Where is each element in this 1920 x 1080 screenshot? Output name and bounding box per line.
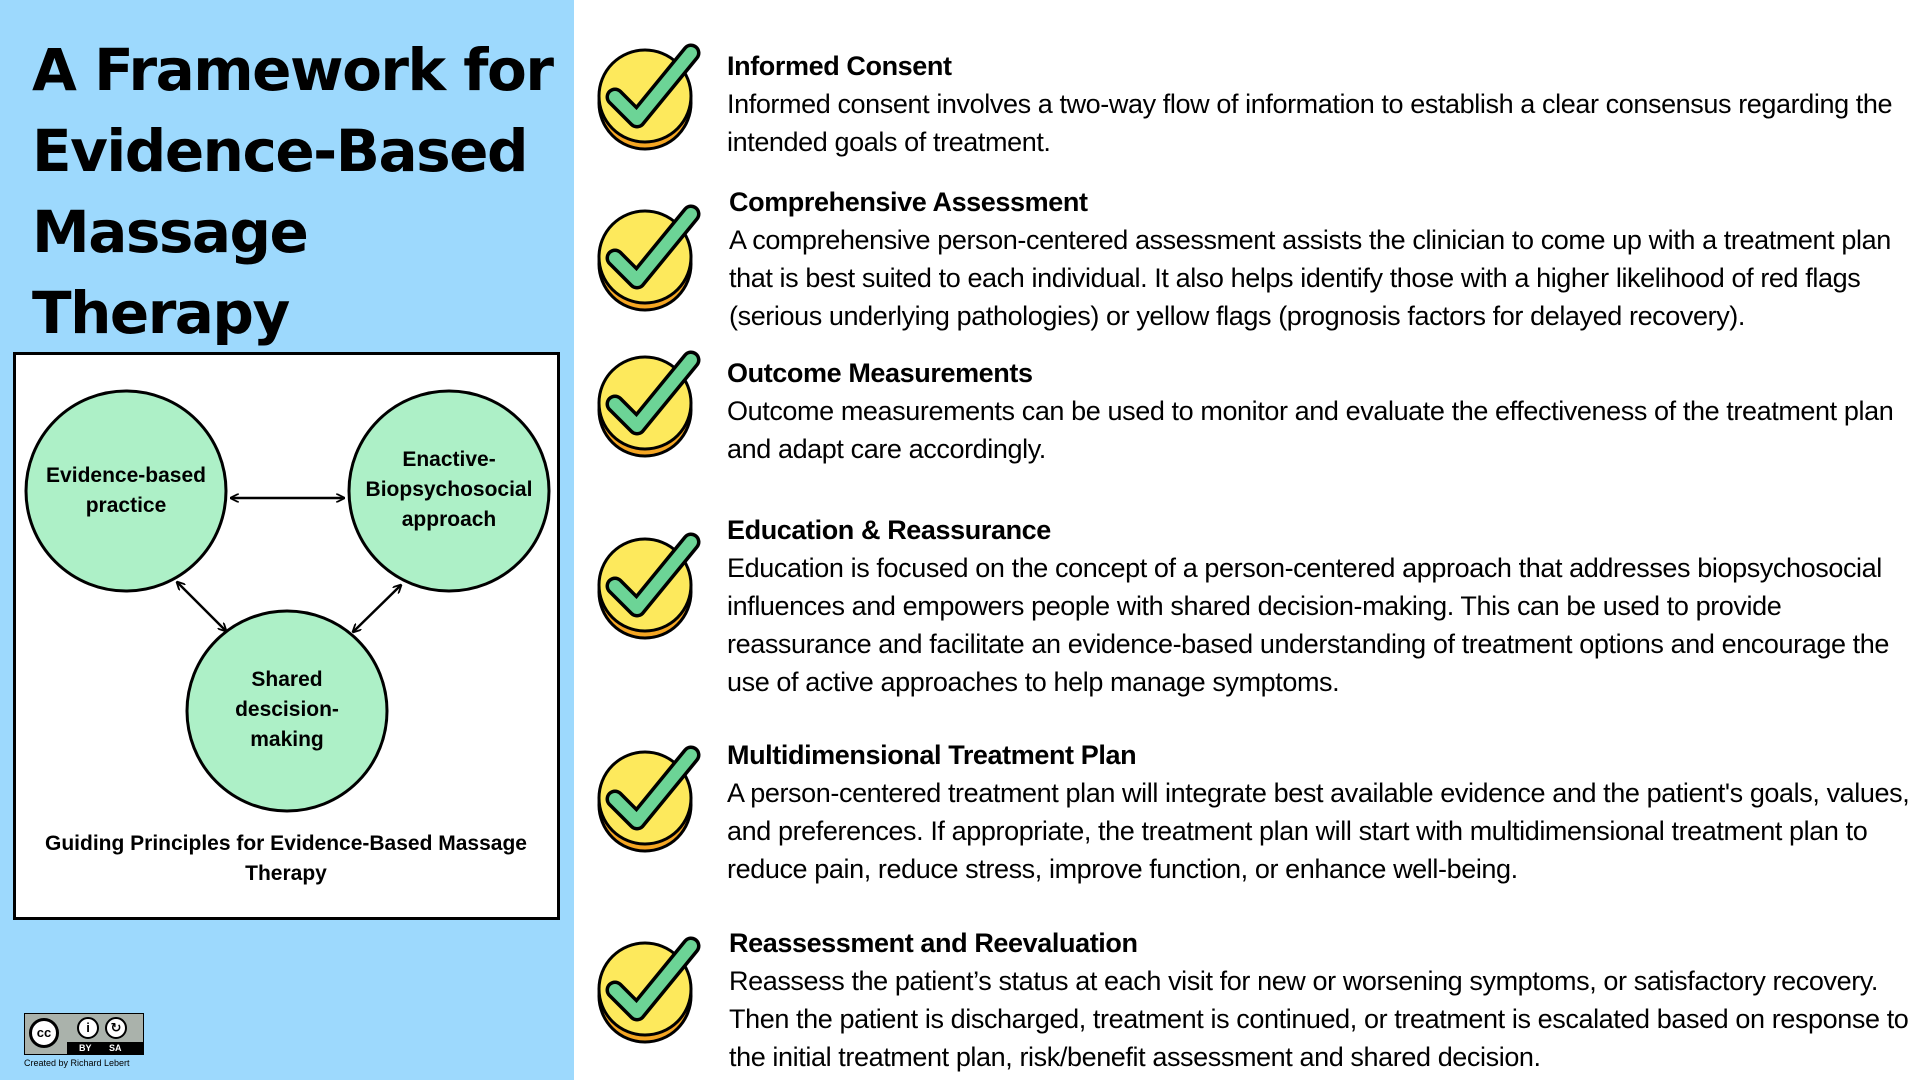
credit-text: Created by Richard Lebert	[24, 1058, 130, 1068]
item-description: Reassess the patient’s status at each visit for new or worsening symptoms, or satisfactory recovery. Then the patient is discharged, treatment is continued, or treatment is escalated based on response to the initial treatment plan, risk/benefit assessment and shared decision.	[729, 966, 1909, 1072]
checkmark-icon	[593, 204, 703, 314]
cc-icon: cc	[29, 1018, 59, 1048]
left-panel	[0, 0, 574, 1080]
item-title: Multidimensional Treatment Plan	[727, 740, 1137, 770]
item-title: Education & Reassurance	[727, 515, 1051, 545]
item-description: Informed consent involves a two-way flow of information to establish a clear consensus regarding the intended goals of treatment.	[727, 89, 1893, 157]
attribution-icon: i	[77, 1017, 99, 1039]
license-sa-text: SA	[109, 1043, 122, 1053]
license[interactable]	[24, 1013, 146, 1069]
arrow-evidence-shared	[177, 582, 226, 631]
checkmark-icon	[593, 532, 703, 642]
arrow-enactive-shared	[353, 585, 401, 632]
item-description: A comprehensive person-centered assessment assists the clinician to come up with a treatment plan that is best suited to each individual. It also helps identify those with a higher likelihood of red flags (serious underlying pathologies) or yellow flags (prognosis factors for delayed recovery).	[729, 225, 1891, 331]
item-title: Informed Consent	[727, 51, 952, 81]
diagram-caption: Guiding Principles for Evidence-Based Massage Therapy	[45, 832, 527, 885]
cc-by-sa-badge[interactable]	[24, 1013, 144, 1055]
item-title: Outcome Measurements	[727, 358, 1033, 388]
checkmark-icon	[593, 43, 703, 153]
checkmark-icon	[593, 745, 703, 855]
license-by-text: BY	[79, 1043, 92, 1053]
item-description: Education is focused on the concept of a person-centered approach that addresses biopsychosocial influences and empowers people with shared decision-making. This can be used to provide reassurance and facilitate an evidence-based understanding of treatment options and encourage the use of active approaches to help manage symptoms.	[727, 553, 1890, 697]
checkmark-icon	[593, 350, 703, 460]
license-strip	[67, 1042, 143, 1054]
item-title: Reassessment and Reevaluation	[729, 928, 1138, 958]
node-enactive-label: Enactive-Biopsychosocial approach	[365, 448, 533, 531]
checkmark-icon	[593, 936, 703, 1046]
node-evidence-label: Evidence-based practice	[46, 464, 206, 517]
item-description: A person-centered treatment plan will integrate best available evidence and the patient's goals, values, and preferences. If appropriate, the treatment plan will start with multidimensional treatment plan to reduce pain, reduce stress, improve function, or enhance well-being.	[727, 778, 1910, 884]
share-alike-icon: ↻	[105, 1017, 127, 1039]
principles-diagram	[13, 352, 560, 920]
node-shared-label: Shared descision-making	[235, 668, 339, 751]
item-description: Outcome measurements can be used to monitor and evaluate the effectiveness of the treatment plan and adapt care accordingly.	[727, 396, 1894, 464]
item-title: Comprehensive Assessment	[729, 187, 1088, 217]
page-title: A Framework for Evidence-Based Massage Therapy	[32, 36, 553, 347]
